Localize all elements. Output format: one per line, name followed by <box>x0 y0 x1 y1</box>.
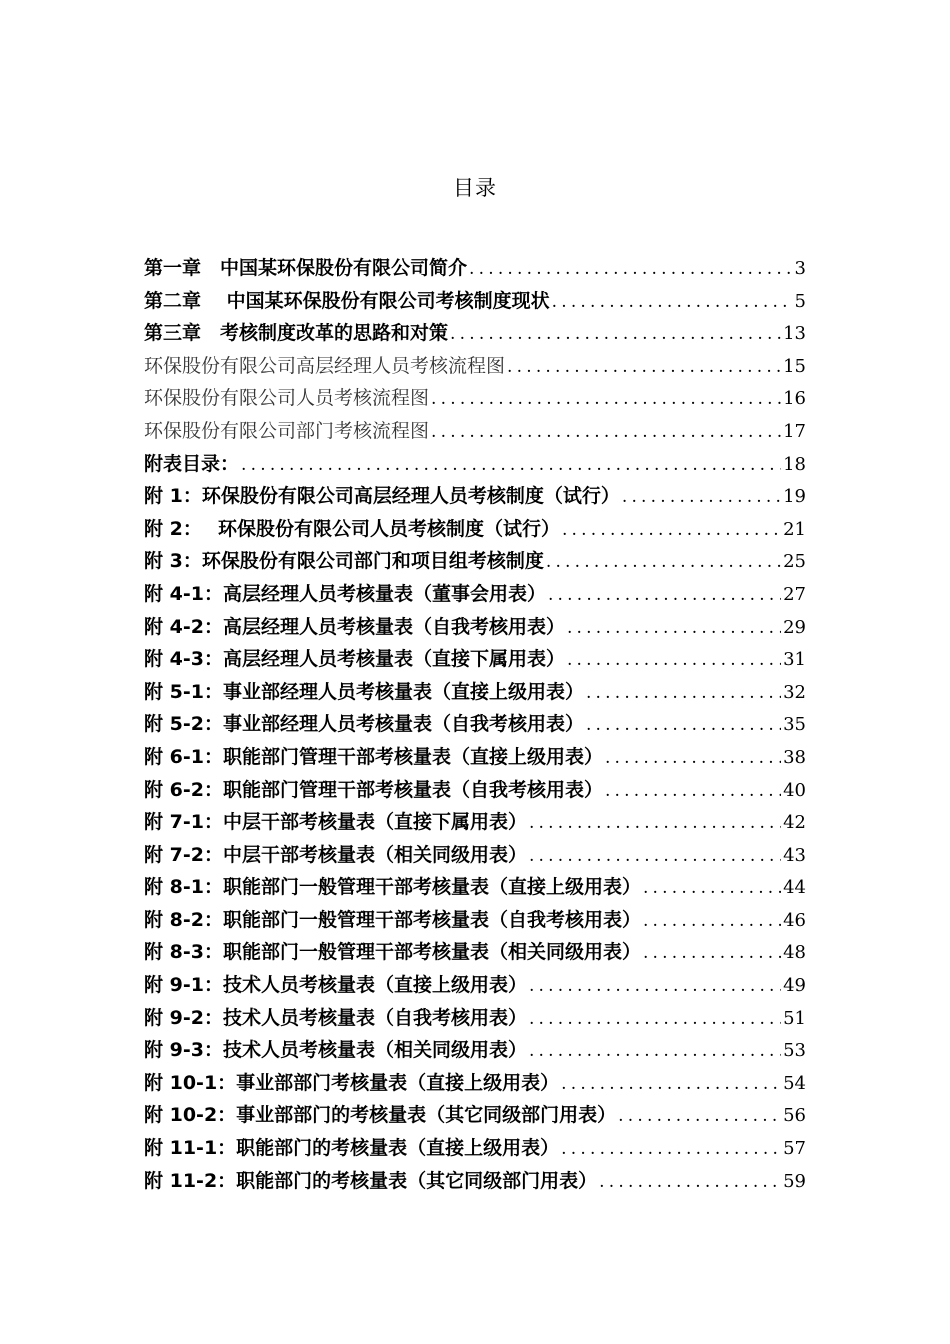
toc-entry-label: 附 9-3：技术人员考核量表（相关同级用表） <box>144 1039 527 1062</box>
toc-entry-label: 附 6-2：职能部门管理干部考核量表（自我考核用表） <box>144 778 603 801</box>
toc-entry-label: 环保股份有限公司人员考核流程图 <box>144 387 430 410</box>
toc-leader-dots <box>561 1133 781 1166</box>
toc-leader-dots <box>529 970 781 1003</box>
toc-entry[interactable] <box>144 350 806 383</box>
toc-entry-page: 29 <box>783 616 806 638</box>
toc-entry[interactable] <box>144 1034 806 1067</box>
toc-entry-page: 25 <box>783 551 806 573</box>
toc-leader-dots <box>586 709 781 742</box>
toc-entry-label: 附 8-3：职能部门一般管理干部考核量表（相关同级用表） <box>144 941 641 964</box>
toc-entry-label: 第一章 中国某环保股份有限公司简介 <box>144 257 468 279</box>
toc-entry[interactable] <box>144 774 806 807</box>
toc-entry[interactable] <box>144 382 806 415</box>
toc-leader-dots <box>618 1100 781 1133</box>
toc-entry-label: 第二章 中国某环保股份有限公司考核制度现状 <box>144 289 550 312</box>
toc-entry-page: 51 <box>783 1007 806 1029</box>
toc-entry-page: 48 <box>783 942 806 964</box>
toc-entry[interactable] <box>144 415 806 448</box>
toc-leader-dots <box>529 807 781 840</box>
toc-entry-label: 附 4-2：高层经理人员考核量表（自我考核用表） <box>144 615 565 638</box>
toc-leader-dots <box>605 742 781 775</box>
toc-leader-dots <box>567 612 781 645</box>
toc-entry-label: 附 11-2：职能部门的考核量表（其它同级部门用表） <box>144 1169 598 1192</box>
toc-entry-label: 附 11-1：职能部门的考核量表（直接上级用表） <box>144 1137 560 1160</box>
toc-leader-dots <box>622 481 781 514</box>
toc-entry-page: 32 <box>783 681 806 703</box>
toc-leader-dots <box>605 775 781 808</box>
toc-entry-label: 附 9-2：技术人员考核量表（自我考核用表） <box>144 1006 527 1029</box>
toc-leader-dots <box>643 905 781 938</box>
toc-entry[interactable] <box>144 871 806 904</box>
toc-entry-page: 27 <box>783 583 806 605</box>
toc-entry-page: 46 <box>783 909 806 931</box>
toc-entry[interactable] <box>144 969 806 1002</box>
toc-leader-dots <box>241 449 781 482</box>
toc-entry-label: 附 1：环保股份有限公司高层经理人员考核制度（试行） <box>144 485 620 508</box>
toc-entry[interactable] <box>144 448 806 481</box>
toc-entry-label: 附 6-1：职能部门管理干部考核量表（直接上级用表） <box>144 745 603 768</box>
toc-entry[interactable] <box>144 513 806 546</box>
toc-entry-page: 31 <box>783 649 806 671</box>
toc-entry[interactable] <box>144 480 806 513</box>
toc-entry-page: 38 <box>783 746 806 768</box>
toc-list <box>144 252 806 1197</box>
toc-entry-page: 13 <box>783 323 806 345</box>
toc-entry-page: 21 <box>783 518 806 540</box>
toc-entry[interactable] <box>144 1132 806 1165</box>
toc-leader-dots <box>562 514 781 547</box>
toc-entry-page: 19 <box>783 486 806 508</box>
toc-entry-label: 附表目录： <box>144 452 240 475</box>
toc-leader-dots <box>431 416 781 449</box>
toc-entry[interactable] <box>144 1067 806 1100</box>
toc-entry-page: 5 <box>794 290 806 312</box>
toc-entry[interactable] <box>144 611 806 644</box>
toc-entry-page: 18 <box>783 453 806 475</box>
toc-leader-dots <box>552 286 793 319</box>
toc-entry-page: 17 <box>783 420 806 442</box>
toc-entry[interactable] <box>144 936 806 969</box>
toc-entry-page: 44 <box>783 877 806 899</box>
toc-entry-label: 附 5-1：事业部经理人员考核量表（直接上级用表） <box>144 680 584 703</box>
toc-entry[interactable] <box>144 1099 806 1132</box>
toc-entry-page: 59 <box>783 1170 806 1192</box>
toc-entry-label: 第三章 考核制度改革的思路和对策 <box>144 322 449 345</box>
toc-leader-dots <box>548 579 781 612</box>
toc-entry-label: 环保股份有限公司部门考核流程图 <box>144 419 430 442</box>
toc-leader-dots <box>546 546 781 579</box>
toc-entry[interactable] <box>144 708 806 741</box>
toc-entry-label: 附 8-2：职能部门一般管理干部考核量表（自我考核用表） <box>144 908 641 931</box>
toc-entry-page: 53 <box>783 1040 806 1062</box>
toc-entry-label: 附 3：环保股份有限公司部门和项目组考核制度 <box>144 550 544 573</box>
toc-entry-page: 43 <box>783 844 806 866</box>
toc-entry[interactable] <box>144 252 806 285</box>
toc-leader-dots <box>529 1003 781 1036</box>
toc-leader-dots <box>431 383 781 416</box>
toc-entry-page: 42 <box>783 812 806 834</box>
toc-entry[interactable] <box>144 904 806 937</box>
toc-entry[interactable] <box>144 545 806 578</box>
toc-entry-page: 16 <box>783 388 806 410</box>
toc-leader-dots <box>643 872 781 905</box>
toc-leader-dots <box>599 1166 781 1199</box>
toc-entry[interactable] <box>144 578 806 611</box>
toc-entry[interactable] <box>144 676 806 709</box>
toc-leader-dots <box>529 1035 781 1068</box>
toc-entry-label: 附 5-2：事业部经理人员考核量表（自我考核用表） <box>144 713 584 736</box>
toc-leader-dots <box>567 644 781 677</box>
toc-entry-label: 环保股份有限公司高层经理人员考核流程图 <box>144 354 506 377</box>
toc-entry-label: 附 8-1：职能部门一般管理干部考核量表（直接上级用表） <box>144 876 641 899</box>
toc-entry-page: 15 <box>783 355 806 377</box>
toc-entry-label: 附 9-1：技术人员考核量表（直接上级用表） <box>144 974 527 997</box>
toc-entry[interactable] <box>144 643 806 676</box>
toc-entry-page: 3 <box>794 258 806 279</box>
toc-entry[interactable] <box>144 806 806 839</box>
toc-entry[interactable] <box>144 285 806 318</box>
toc-entry-label: 附 4-1：高层经理人员考核量表（董事会用表） <box>144 582 546 605</box>
toc-entry-label: 附 7-1：中层干部考核量表（直接下属用表） <box>144 811 527 834</box>
toc-entry[interactable] <box>144 317 806 350</box>
toc-leader-dots <box>561 1068 781 1101</box>
toc-title: 目录 <box>453 176 497 200</box>
toc-leader-dots <box>450 318 781 351</box>
toc-entry-page: 35 <box>783 714 806 736</box>
toc-entry[interactable] <box>144 741 806 774</box>
toc-leader-dots <box>529 840 781 873</box>
toc-entry[interactable] <box>144 839 806 872</box>
toc-entry-label: 附 10-1：事业部部门考核量表（直接上级用表） <box>144 1071 560 1094</box>
toc-entry-page: 40 <box>783 779 806 801</box>
toc-entry-page: 49 <box>783 975 806 997</box>
toc-entry-page: 54 <box>783 1072 806 1094</box>
toc-entry[interactable] <box>144 1002 806 1035</box>
toc-leader-dots <box>586 677 781 710</box>
toc-entry-page: 57 <box>783 1138 806 1160</box>
toc-leader-dots <box>643 937 781 970</box>
toc-entry-label: 附 10-2：事业部部门的考核量表（其它同级部门用表） <box>144 1104 617 1127</box>
toc-entry[interactable] <box>144 1165 806 1198</box>
toc-entry-label: 附 4-3：高层经理人员考核量表（直接下属用表） <box>144 648 565 671</box>
toc-leader-dots <box>507 351 781 384</box>
toc-entry-label: 附 2： 环保股份有限公司人员考核制度（试行） <box>144 517 560 540</box>
toc-entry-page: 56 <box>783 1105 806 1127</box>
toc-leader-dots <box>469 253 793 286</box>
toc-entry-label: 附 7-2：中层干部考核量表（相关同级用表） <box>144 843 527 866</box>
